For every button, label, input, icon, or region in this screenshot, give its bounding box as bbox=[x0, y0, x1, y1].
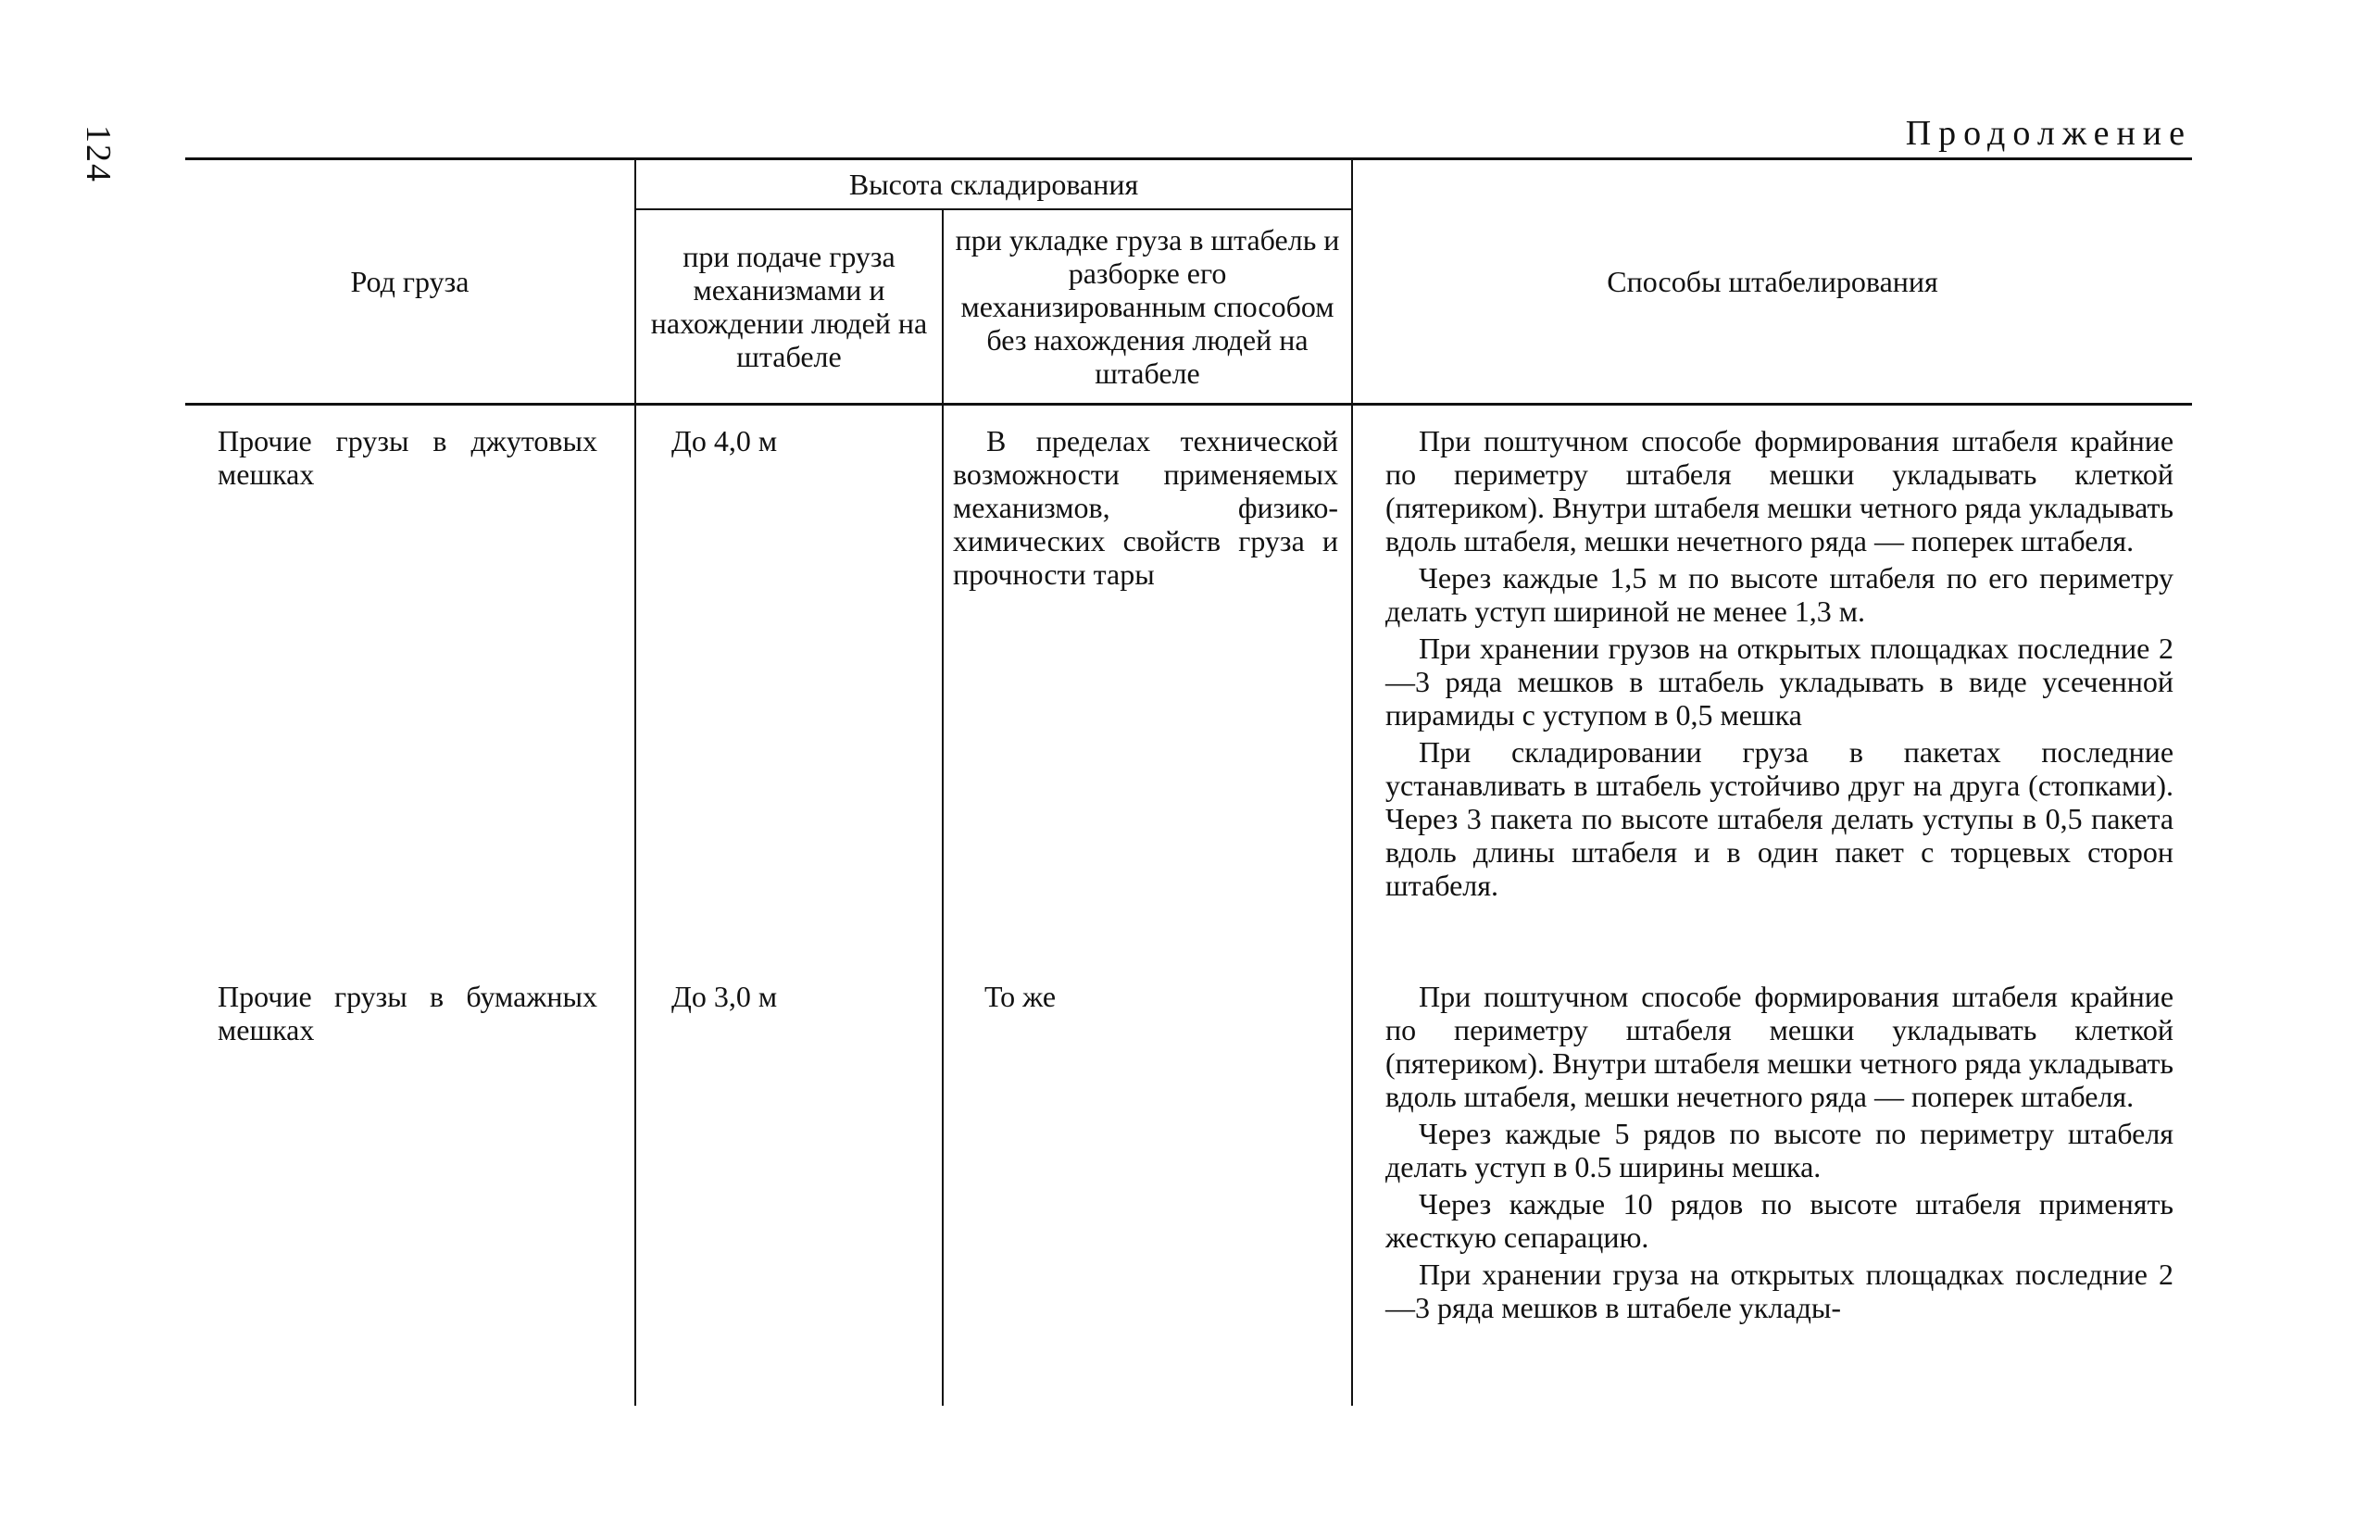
header-cargo-type: Род груза bbox=[185, 159, 635, 405]
stacking-table bbox=[185, 157, 2192, 1406]
cell-height-with-people: До 3,0 м bbox=[635, 961, 943, 1406]
cell-cargo-type: Прочие грузы в бумажных мешках bbox=[218, 980, 597, 1046]
method-paragraph: При хранении грузов на открытых площадках последние 2—3 ряда мешков в штабель укладывать в виде усеченной пирамиды с уступом в 0,5 мешка bbox=[1385, 632, 2174, 732]
table-row bbox=[185, 405, 2192, 962]
cell-stacking-methods bbox=[1352, 961, 2192, 1406]
cell-height-with-people: До 4,0 м bbox=[635, 405, 943, 962]
method-paragraph: При поштучном способе формирования штабеля крайние по периметру штабеля мешки укладывать клеткой (пятериком). Внутри штабеля мешки четного ряда укладывать вдоль штабеля, мешки нечетного ряда — поперек штабеля. bbox=[1385, 424, 2174, 557]
method-paragraph: Через каждые 10 рядов по высоте штабеля применять жесткую сепарацию. bbox=[1385, 1187, 2174, 1254]
header-stacking-methods: Способы штабелирования bbox=[1352, 159, 2192, 405]
cell-height-mechanized bbox=[943, 405, 1352, 962]
table-row bbox=[185, 961, 2192, 1406]
cell-cargo-type: Прочие грузы в джутовых мешках bbox=[218, 424, 597, 491]
method-paragraph: При поштучном способе формирования штабеля крайние по периметру штабеля мешки укладывать клеткой (пятериком). Внутри штабеля мешки четного ряда укладывать вдоль штабеля, мешки нечетного ряда — поперек штабеля. bbox=[1385, 980, 2174, 1113]
cell-height-mechanized: То же bbox=[943, 961, 1352, 1406]
cell-stacking-methods bbox=[1352, 405, 2192, 962]
page-number: 124 bbox=[79, 125, 118, 183]
header-height-mechanized: при укладке груза в штабель и разборке его механизированным способом без нахождения людей на штабеле bbox=[943, 209, 1352, 405]
continuation-label: Продолжение bbox=[1905, 114, 2192, 153]
method-paragraph: Через каждые 5 рядов по высоте по периметру штабеля делать уступ в 0.5 ширины мешка. bbox=[1385, 1117, 2174, 1183]
method-paragraph: При складировании груза в пакетах последние устанавливать в штабель устойчиво друг на друга (стопками). Через 3 пакета по высоте штабеля делать уступы в 0,5 пакета вдоль длины штабеля и в один пакет с торцевых сторон штабеля. bbox=[1385, 735, 2174, 902]
method-paragraph: При хранении груза на открытых площадках последние 2—3 ряда мешков в штабеле уклады- bbox=[1385, 1258, 2174, 1324]
header-height-with-people: при подаче груза механизмами и нахождении людей на штабеле bbox=[635, 209, 943, 405]
method-paragraph: Через каждые 1,5 м по высоте штабеля по его периметру делать уступ шириной не менее 1,3 м. bbox=[1385, 561, 2174, 628]
header-storage-height: Высота складирования bbox=[635, 159, 1352, 210]
cell-height-mechanized-text: В пределах технической возможности применяемых механизмов, физико-химических свойств груза и прочности тары bbox=[953, 424, 1339, 591]
